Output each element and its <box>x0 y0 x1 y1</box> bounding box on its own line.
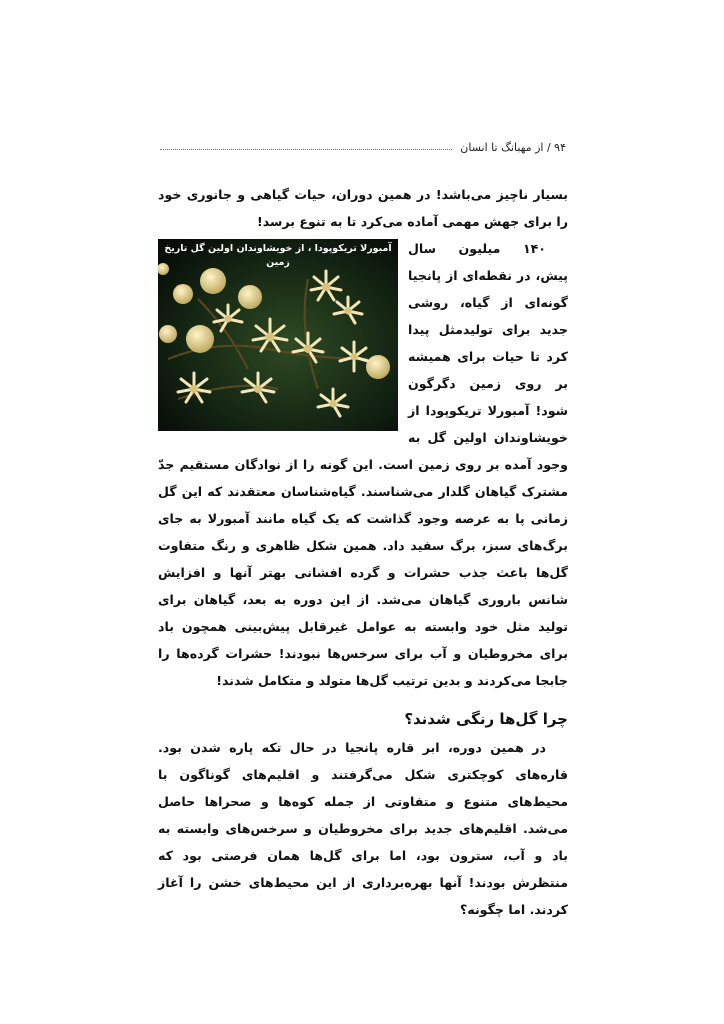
paragraph-2: ۱۴۰ میلیون سال پیش، در نقطه‌ای از پانجیا گونه‌ای از گیاه، روشی جدید برای تولیدمثل پیدا کرد تا حیات برای همیشه بر روی زمین دگرگون شود! آمبورلا تریکوپودا از خویشاوندان اولین گل به وجود آمده بر روی زمین است. این گونه را از نوادگان مستقیم جدّ مشترک گیاهان گلدار می‌شناسند. گیاه‌شناسان معتقدند که این گل زمانی پا به عرصه وجود گذاشت که یک گیاه مانند آمبورلا به جای برگ‌های سبز، برگ سفید داد. همین شکل ظاهری و رنگ متفاوت گل‌ها باعث جذب حشرات و گرده افشانی بهتر آنها و افزایش شانس باروری گیاهان می‌شد. از این دوره به بعد، گیاهان برای تولید مثل خود وابسته به عوامل غیرقابل پیش‌بینی همچون باد برای مخروطیان و آب برای سرخس‌ها نبودند! حشرات گرده‌ها را جابجا می‌کردند و بدین ترتیب گل‌ها متولد و متکامل شدند! <box>158 241 568 688</box>
section-heading: چرا گل‌ها رنگی شدند؟ <box>404 710 568 728</box>
page-content <box>158 181 568 923</box>
flower-photo <box>158 239 398 431</box>
header-rule <box>160 149 452 150</box>
page-header <box>160 138 566 156</box>
figure-caption: آمبورلا تریکوپودا ، از خویشاوندان اولین گل تاریخ زمین <box>164 243 392 268</box>
section-paragraph: در همین دوره، ابر قاره پانجیا در حال تکه پاره شدن بود. قاره‌های کوچکتری شکل می‌گرفتند و اقلیم‌های گوناگون با محیط‌های متنوع و متفاوتی از جمله کوه‌ها و صحراها حاصل می‌شد. اقلیم‌های جدید برای مخروطیان و سرخس‌های وابسته به باد و آب، سترون بود، اما برای گل‌ها همان فرصتی بود که منتظرش بودند! آنها بهره‌برداری از این محیط‌های خشن را آغاز کردند. اما چگونه؟ <box>158 740 568 917</box>
running-head: ۹۴ / از مهبانگ تا انسان <box>460 140 566 154</box>
paragraph-1: بسیار ناچیز می‌باشد! در همین دوران، حیات گیاهی و جانوری خود را برای جهش مهمی آماده می‌کرد تا به تنوع برسد! <box>158 187 568 229</box>
